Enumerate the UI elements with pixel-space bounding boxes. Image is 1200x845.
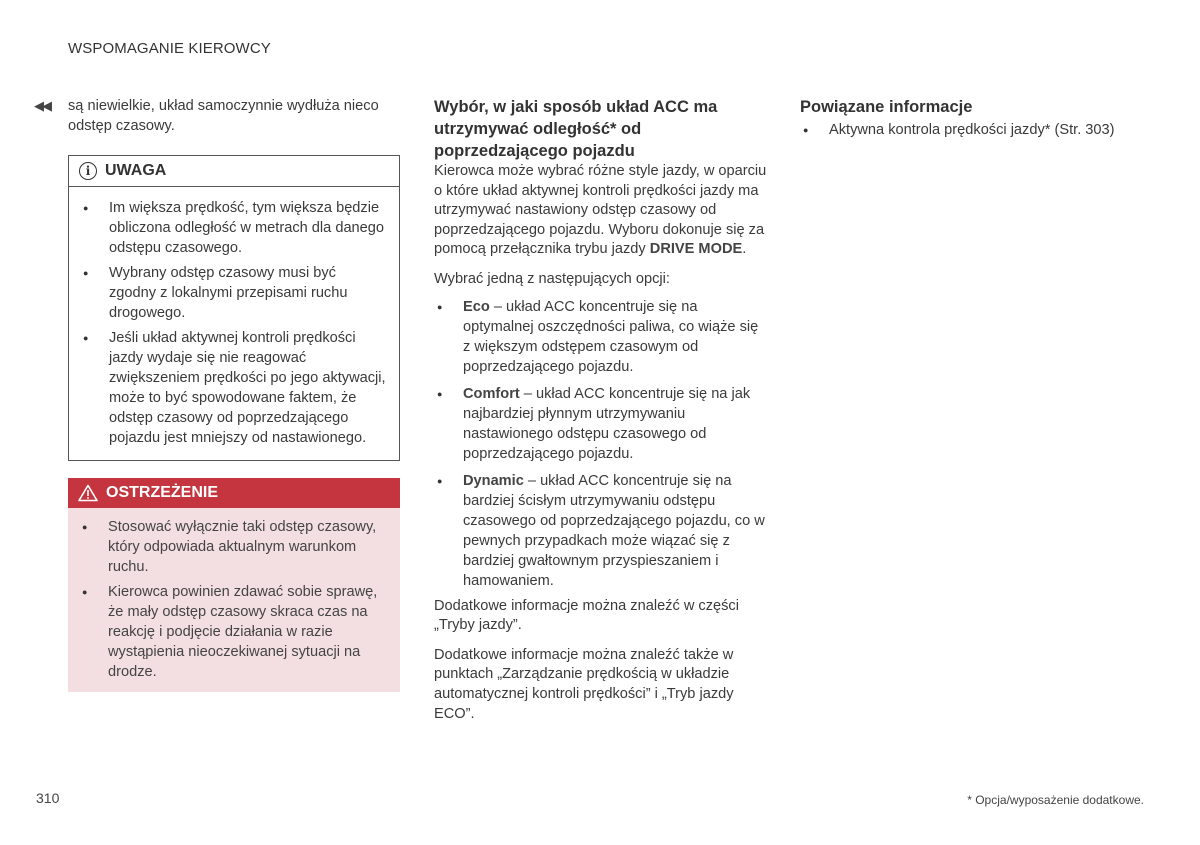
intro-end: . <box>742 241 747 258</box>
drive-mode-label: DRIVE MODE <box>649 241 743 258</box>
option-name: Comfort <box>463 385 520 402</box>
related-heading: Powiązane informacje <box>800 98 973 116</box>
warning-triangle-icon <box>78 484 98 502</box>
intro-paragraph <box>434 162 768 260</box>
middle-column <box>434 96 768 724</box>
page-header: WSPOMAGANIE KIEROWCY <box>68 40 271 57</box>
option-item-dynamic <box>434 471 768 591</box>
warning-list <box>68 508 400 682</box>
continued-text: są niewielkie, układ samoczynnie wydłuża nieco odstęp czasowy. <box>68 98 379 134</box>
note-box <box>68 155 400 461</box>
option-name: Eco <box>463 298 490 315</box>
list-item: ● Stosować wyłącznie taki odstęp czasowy, który odpowiada aktualnym warunkom ruchu. <box>68 517 400 577</box>
options-list <box>434 297 768 591</box>
option-item-eco <box>434 297 768 377</box>
list-item: ● Im większa prędkość, tym większa będzie obliczona odległość w metrach dla danego odstępu czasowego. <box>69 198 399 258</box>
option-item-comfort <box>434 384 768 464</box>
info-icon: i <box>79 162 97 180</box>
warning-header <box>68 478 400 508</box>
option-text: – układ ACC koncentruje się na optymalnej oszczędności paliwa, co wiąże się z większym odstępem czasowym od poprzedzającego pojazdu. <box>463 298 759 375</box>
option-name: Dynamic <box>463 472 524 489</box>
more-info-paragraph: Dodatkowe informacje można znaleźć w części „Tryby jazdy”. <box>434 597 739 634</box>
section-heading: Wybór, w jaki sposób układ ACC ma utrzymywać odległość* od poprzedzającego pojazdu <box>434 98 718 160</box>
continued-paragraph <box>34 96 400 136</box>
note-title: UWAGA <box>105 162 167 179</box>
related-link[interactable]: ● Aktywna kontrola prędkości jazdy* (Str. 303) <box>800 120 1140 140</box>
right-column <box>800 96 1140 140</box>
related-list <box>800 120 1140 140</box>
double-left-arrow-icon: ◀◀ <box>34 98 50 113</box>
note-list <box>69 187 399 448</box>
left-column <box>34 96 400 692</box>
more-info-paragraph-2: Dodatkowe informacje można znaleźć także w punktach „Zarządzanie prędkością w układzie automatycznej kontroli prędkości” i „Tryb jazdy ECO”. <box>434 646 734 722</box>
page-number: 310 <box>36 790 60 806</box>
choose-paragraph: Wybrać jedną z następujących opcji: <box>434 270 670 287</box>
list-item: ● Wybrany odstęp czasowy musi być zgodny z lokalnymi przepisami ruchu drogowego. <box>69 263 399 323</box>
footnote: * Opcja/wyposażenie dodatkowe. <box>967 793 1144 807</box>
option-text: – układ ACC koncentruje się na jak najbardziej płynnym utrzymywaniu nastawionego odstępu czasowego od poprzedzającego pojazdu. <box>463 385 751 462</box>
warning-title: OSTRZEŻENIE <box>106 484 219 501</box>
list-item: ● Jeśli układ aktywnej kontroli prędkości jazdy wydaje się nie reagować zwiększeniem prędkości po jego aktywacji, może to być spowodowane faktem, że odstęp czasowy od poprzedzającego pojazdu jest mniejszy od nastawionego. <box>69 328 399 448</box>
warning-box <box>68 478 400 692</box>
list-item: ● Kierowca powinien zdawać sobie sprawę, że mały odstęp czasowy skraca czas na reakcję i podjęcie działania w razie wystąpienia nieoczekiwanej sytuacji na drodze. <box>68 582 400 682</box>
option-text: – układ ACC koncentruje się na bardziej ścisłym utrzymywaniu odstępu czasowego od poprzedzającego pojazdu, co w pewnych przypadkach może wiązać się z bardziej gwałtownym przyspieszaniem i hamowaniem. <box>463 472 765 589</box>
intro-text: Kierowca może wybrać różne style jazdy, w oparciu o które układ aktywnej kontroli prędkości jazdy ma utrzymywać nastawiony odstęp czasowy od poprzedzającego pojazdu. Wyboru dokonuje się za pomocą przełącznika trybu jazdy <box>434 163 767 258</box>
note-header <box>69 156 399 187</box>
